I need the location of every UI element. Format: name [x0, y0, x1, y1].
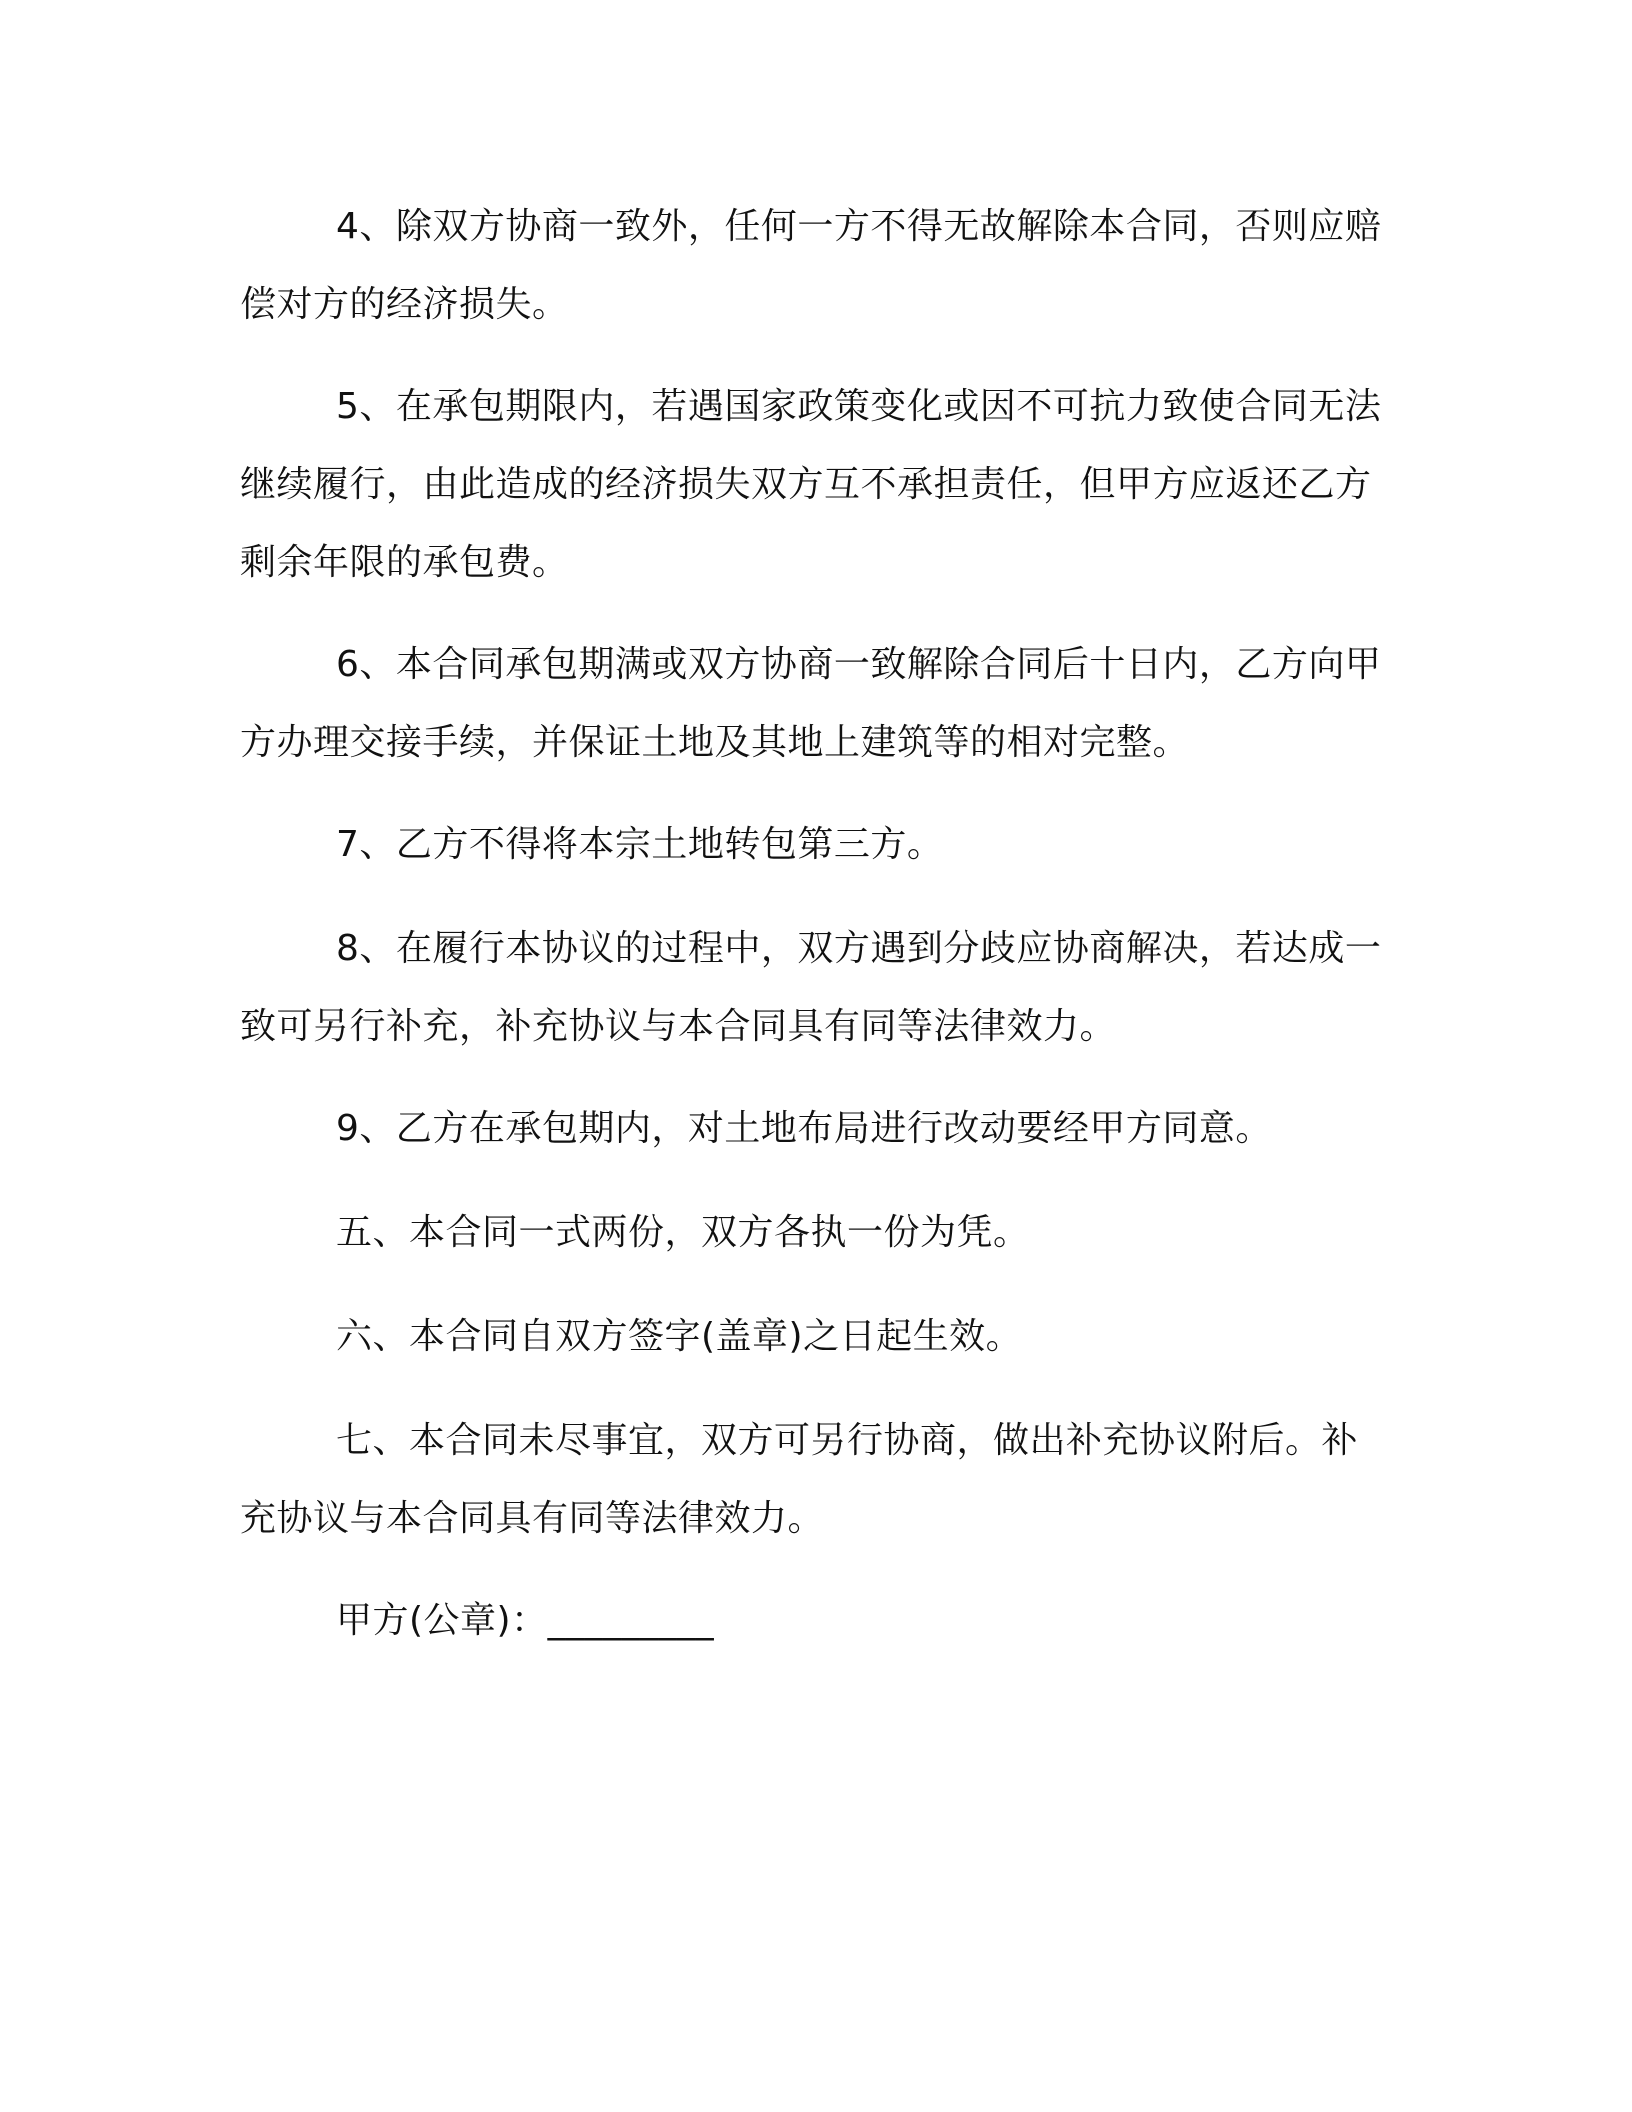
contract-body: [240, 188, 1390, 1660]
article-5: 五、本合同一式两份，双方各执一份为凭。: [336, 1212, 1030, 1253]
party-a-signature-line: 甲方(公章)：_________: [336, 1600, 715, 1641]
clause-7: 7、乙方不得将本宗土地转包第三方。: [336, 824, 944, 865]
clause-8: 8、在履行本协议的过程中，双方遇到分歧应协商解决，若达成一致可另行补充，补充协议与本合同具有同等法律效力。: [240, 928, 1382, 1047]
clause-5: 5、在承包期限内，若遇国家政策变化或因不可抗力致使合同无法继续履行，由此造成的经济损失双方互不承担责任，但甲方应返还乙方剩余年限的承包费。: [240, 386, 1382, 583]
clause-9: 9、乙方在承包期内，对土地布局进行改动要经甲方同意。: [336, 1108, 1272, 1149]
clause-4: 4、除双方协商一致外，任何一方不得无故解除本合同，否则应赔偿对方的经济损失。: [240, 206, 1382, 325]
clause-6: 6、本合同承包期满或双方协商一致解除合同后十日内，乙方向甲方办理交接手续，并保证土地及其地上建筑等的相对完整。: [240, 644, 1382, 763]
article-6: 六、本合同自双方签字(盖章)之日起生效。: [336, 1316, 1023, 1357]
article-7: 七、本合同未尽事宜，双方可另行协商，做出补充协议附后。补充协议与本合同具有同等法律效力。: [240, 1420, 1359, 1539]
